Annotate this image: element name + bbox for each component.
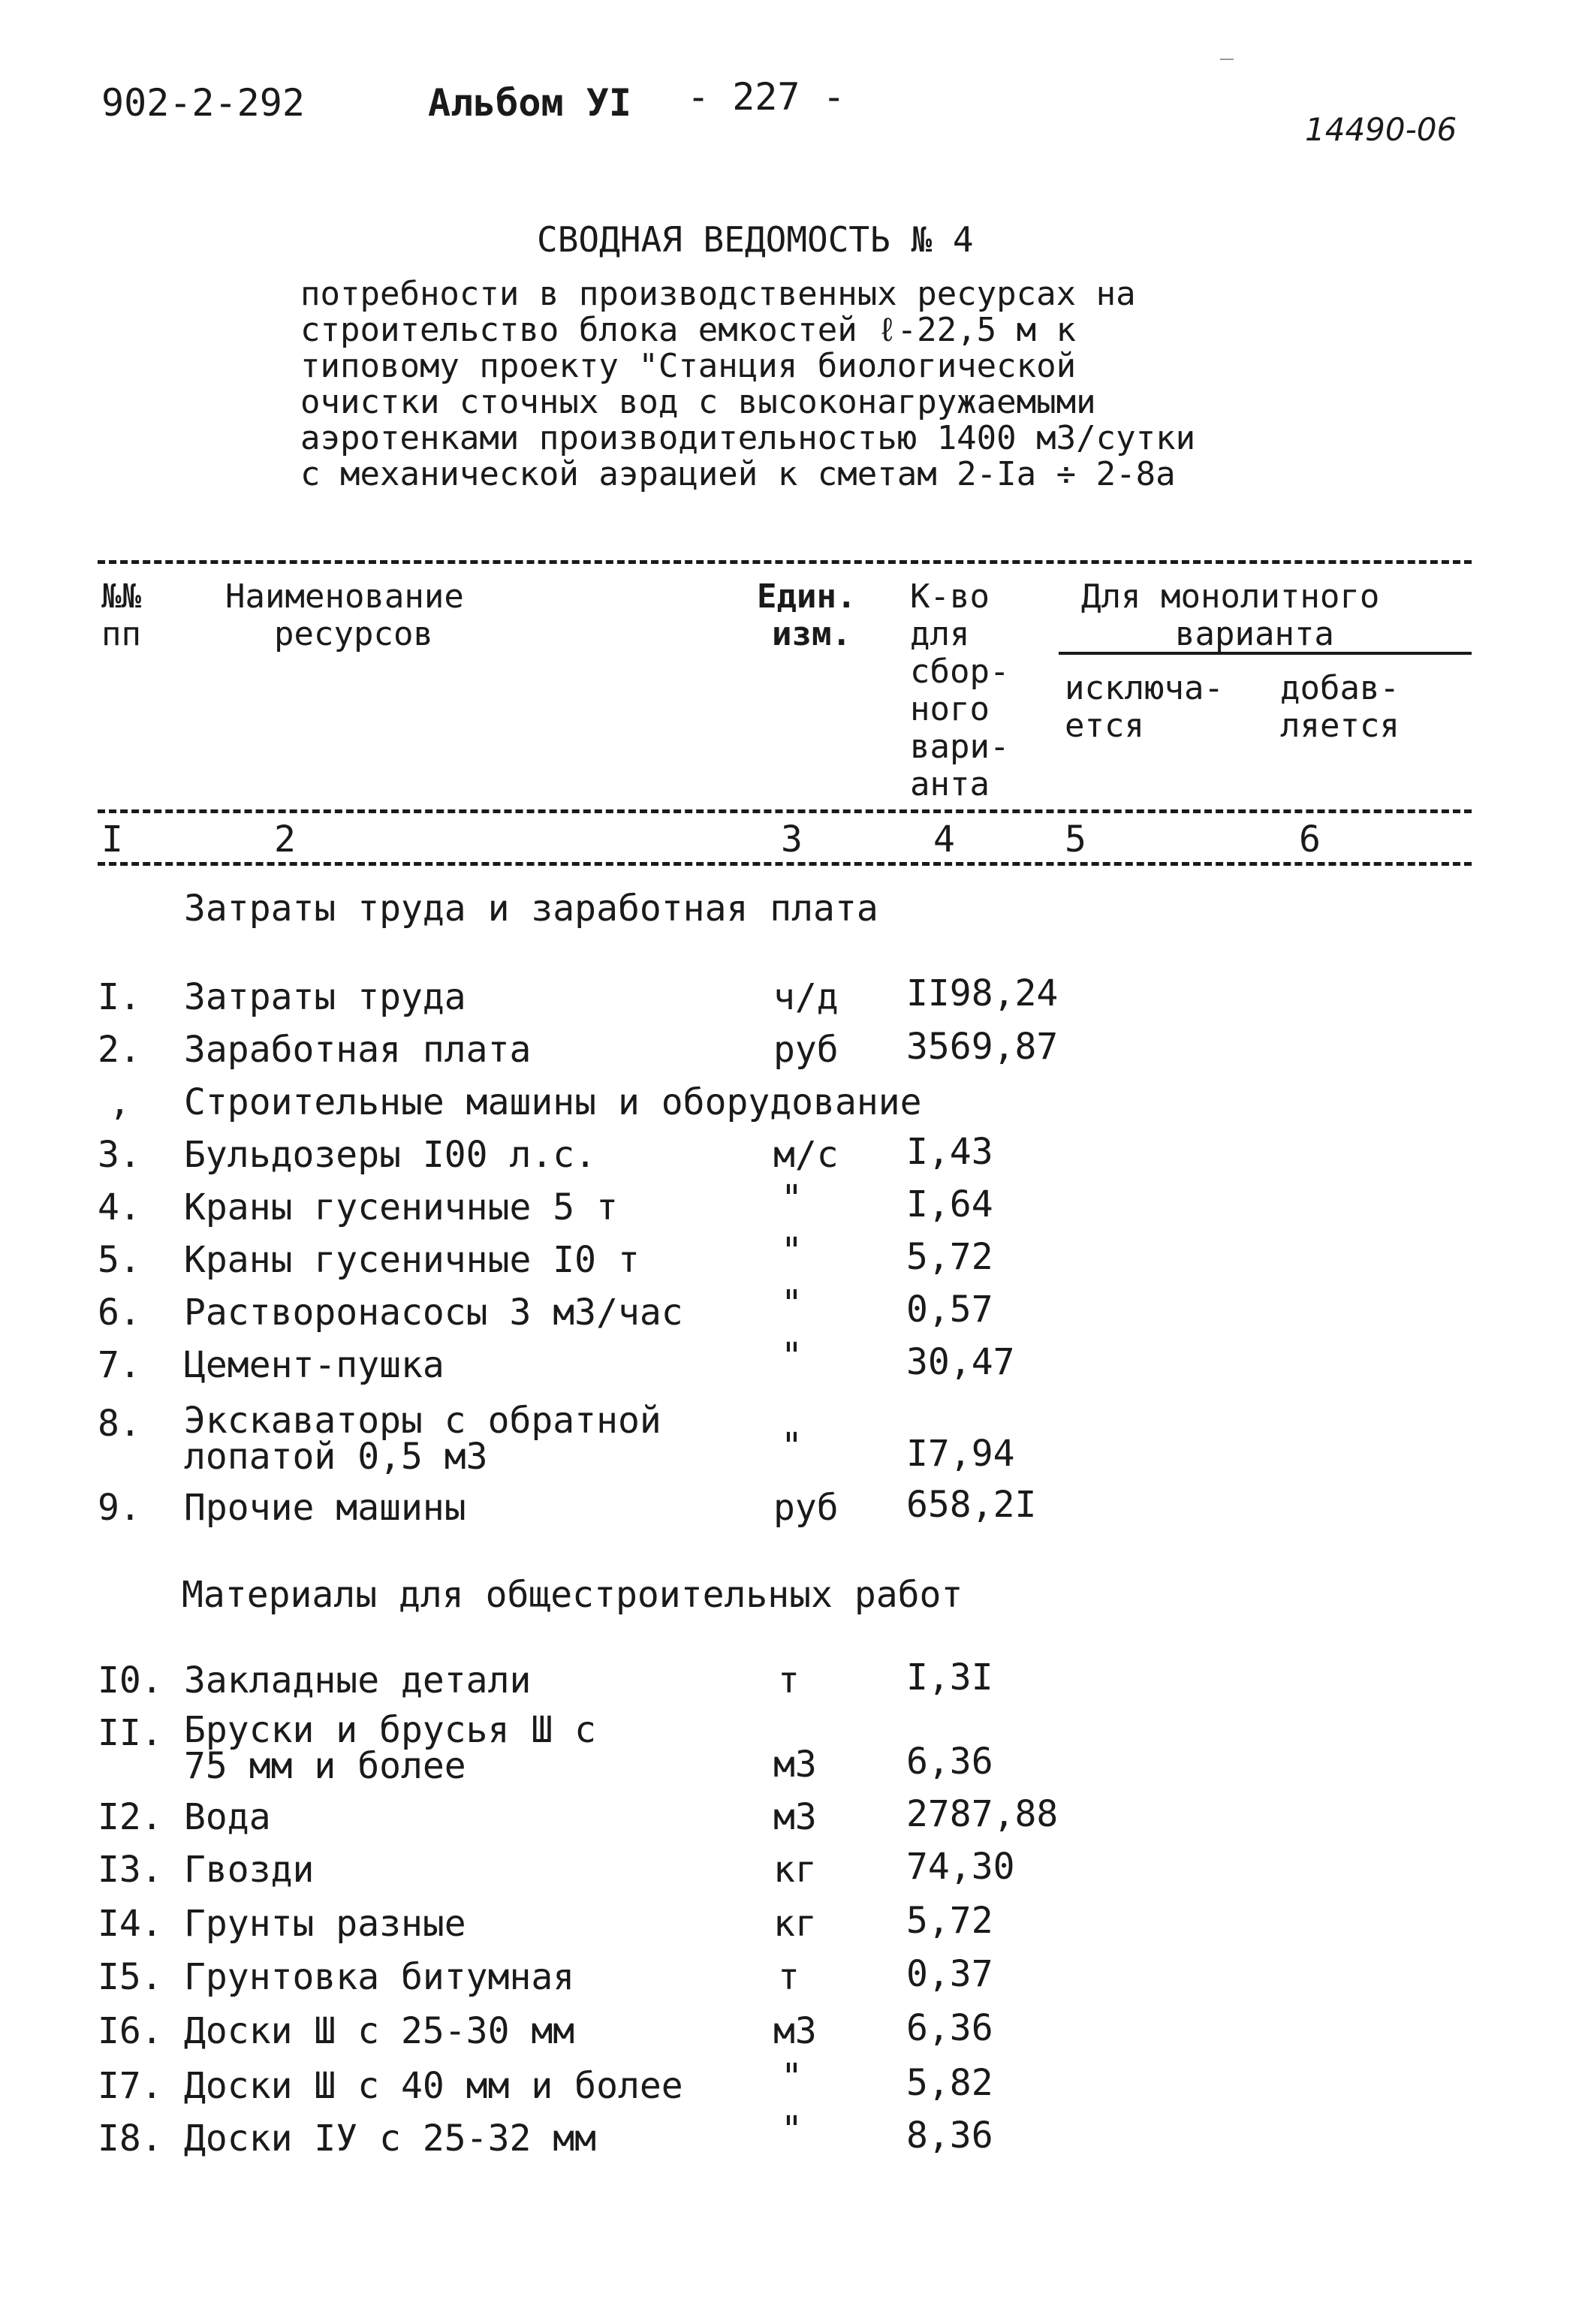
resource-name: Бульдозеры I00 л.с.	[184, 1134, 597, 1176]
quantity: 6,36	[906, 1741, 993, 1783]
subtitle-line: очистки сточных вод с высоконагружаемыми	[300, 383, 1096, 421]
row-number: 6.	[98, 1292, 141, 1334]
monolith-group-rule	[1059, 652, 1472, 655]
header-text: добав-	[1280, 669, 1400, 707]
row-number: I2.	[98, 1796, 163, 1838]
quantity: 2787,88	[906, 1793, 1059, 1835]
unit-ditto: "	[781, 2056, 803, 2098]
inventory-number: 14490-06	[1305, 111, 1457, 148]
column-number: 2	[274, 818, 296, 861]
row-number: I3.	[98, 1849, 163, 1891]
unit: т	[778, 1956, 800, 1998]
resource-name: Затраты труда	[184, 976, 466, 1018]
quantity: 5,72	[906, 1900, 993, 1942]
unit-ditto: "	[781, 1230, 803, 1272]
header-text: исключа-	[1065, 669, 1224, 707]
subtitle-line: строительство блока емкостей ℓ-22,5 м к	[300, 311, 1077, 349]
resource-name: Вода	[184, 1796, 271, 1838]
album-label: Альбом УI	[428, 81, 631, 125]
row-number: I5.	[98, 1956, 163, 1998]
subtitle-line: типовому проекту "Станция биологической	[300, 347, 1077, 385]
scan-mark	[1220, 59, 1234, 60]
row-number: 2.	[98, 1029, 141, 1071]
header-text: ется	[1065, 707, 1144, 745]
unit: кг	[773, 1849, 817, 1891]
unit-ditto: "	[781, 1335, 803, 1377]
header-text: вари-	[910, 728, 1010, 766]
header-text: сбор-	[910, 653, 1010, 691]
column-number: 4	[933, 818, 955, 861]
resource-name: Краны гусеничные I0 т	[184, 1239, 640, 1281]
resource-name: Гвозди	[184, 1849, 315, 1891]
header-text: для	[910, 615, 970, 653]
unit-ditto: "	[781, 1177, 803, 1219]
resource-name	[184, 1709, 597, 1787]
unit-ditto: "	[781, 1283, 803, 1325]
resource-name: Краны гусеничные 5 т	[184, 1186, 618, 1228]
resource-name-line: 75 мм и более	[184, 1745, 466, 1787]
resource-name: Прочие машины	[184, 1487, 466, 1529]
quantity: I,64	[906, 1183, 993, 1225]
row-number: I7.	[98, 2065, 163, 2107]
column-number-rule	[98, 862, 1472, 866]
header-text: ресурсов	[274, 615, 433, 653]
resource-name: Доски Ш с 40 мм и более	[184, 2065, 683, 2107]
resource-name-line: Бруски и брусья Ш с	[184, 1709, 597, 1751]
quantity: I,43	[906, 1131, 993, 1173]
header-col-quantity	[910, 578, 1009, 803]
quantity: 658,2I	[906, 1484, 1037, 1526]
unit: т	[778, 1659, 800, 1702]
page-number: - 227 -	[687, 75, 845, 119]
unit: кг	[773, 1903, 817, 1945]
header-text: Для монолитного	[1081, 577, 1380, 616]
subtitle-line: аэротенками производительностью 1400 м3/сутки	[300, 419, 1196, 457]
row-number: 5.	[98, 1239, 141, 1281]
column-number: 3	[781, 818, 803, 861]
unit: м/с	[773, 1134, 839, 1176]
resource-name-line: Экскаваторы с обратной	[184, 1400, 661, 1442]
header-col-unit	[757, 578, 856, 653]
quantity: 8,36	[906, 2115, 993, 2157]
row-number: 4.	[98, 1186, 141, 1228]
header-text: К-во	[910, 577, 990, 616]
header-text: анта	[910, 765, 990, 803]
header-text: варианта	[1175, 615, 1334, 653]
unit-ditto: "	[781, 1425, 803, 1467]
unit: м3	[773, 2010, 817, 2052]
row-number: I6.	[98, 2010, 163, 2052]
resource-name: Грунты разные	[184, 1903, 466, 1945]
header-text: №№	[101, 577, 141, 616]
section-heading-machines: Строительные машины и оборудование	[184, 1081, 922, 1123]
header-bottom-rule	[98, 809, 1472, 813]
quantity: 5,72	[906, 1236, 993, 1278]
resource-name-line: лопатой 0,5 м3	[184, 1436, 488, 1478]
unit-ditto: "	[781, 2108, 803, 2151]
column-number: I	[101, 818, 123, 861]
quantity: I,3I	[906, 1656, 993, 1699]
document-subtitle	[300, 276, 1195, 493]
document-code: 902-2-292	[101, 81, 305, 125]
resource-name: Закладные детали	[184, 1659, 532, 1702]
resource-name: Доски IУ с 25-32 мм	[184, 2118, 597, 2160]
resource-name: Цемент-пушка	[184, 1344, 444, 1386]
subtitle-line: потребности в производственных ресурсах на	[300, 275, 1136, 313]
section-heading-labor: Затраты труда и заработная плата	[184, 888, 878, 930]
header-text: Наименование	[225, 577, 464, 616]
unit: руб	[773, 1487, 839, 1529]
header-col-name	[225, 578, 464, 653]
row-number: II.	[98, 1712, 163, 1754]
header-text: ного	[910, 690, 990, 728]
quantity: 6,36	[906, 2007, 993, 2049]
row-number: I4.	[98, 1903, 163, 1945]
column-number: 5	[1065, 818, 1086, 861]
quantity: II98,24	[906, 972, 1059, 1014]
header-col-added	[1280, 670, 1400, 745]
header-col-number	[101, 578, 141, 653]
quantity: 5,82	[906, 2062, 993, 2104]
document-title: СВОДНАЯ ВЕДОМОСТЬ № 4	[537, 219, 974, 260]
header-text: ляется	[1280, 707, 1400, 745]
row-number: 8.	[98, 1403, 141, 1445]
header-text: Един.	[757, 577, 857, 616]
unit: руб	[773, 1029, 839, 1071]
quantity: 74,30	[906, 1846, 1015, 1888]
table-top-rule	[98, 560, 1472, 564]
header-text: пп	[101, 615, 141, 653]
unit: ч/д	[773, 976, 839, 1018]
row-number: 9.	[98, 1487, 141, 1529]
section-marker: ,	[109, 1081, 131, 1123]
row-number: 3.	[98, 1134, 141, 1176]
resource-name: Заработная плата	[184, 1029, 532, 1071]
row-number: 7.	[98, 1344, 141, 1386]
row-number: I8.	[98, 2118, 163, 2160]
resource-name: Грунтовка битумная	[184, 1956, 575, 1998]
row-number: I0.	[98, 1659, 163, 1702]
header-text: изм.	[772, 615, 851, 653]
section-heading-materials: Материалы для общестроительных работ	[182, 1574, 963, 1616]
row-number: I.	[98, 976, 141, 1018]
unit: м3	[773, 1744, 817, 1786]
quantity: 3569,87	[906, 1026, 1059, 1068]
header-monolith-group	[1081, 578, 1379, 653]
resource-name: Доски Ш с 25-30 мм	[184, 2010, 575, 2052]
unit: м3	[773, 1796, 817, 1838]
column-number: 6	[1299, 818, 1321, 861]
quantity: 0,57	[906, 1289, 993, 1331]
quantity: 30,47	[906, 1341, 1015, 1383]
header-col-excluded	[1065, 670, 1224, 745]
resource-name: Растворонасосы 3 м3/час	[184, 1292, 683, 1334]
quantity: 0,37	[906, 1953, 993, 1995]
resource-name	[184, 1400, 661, 1478]
subtitle-line: с механической аэрацией к сметам 2-Iа ÷ 2-8а	[300, 455, 1176, 493]
quantity: I7,94	[906, 1433, 1015, 1475]
